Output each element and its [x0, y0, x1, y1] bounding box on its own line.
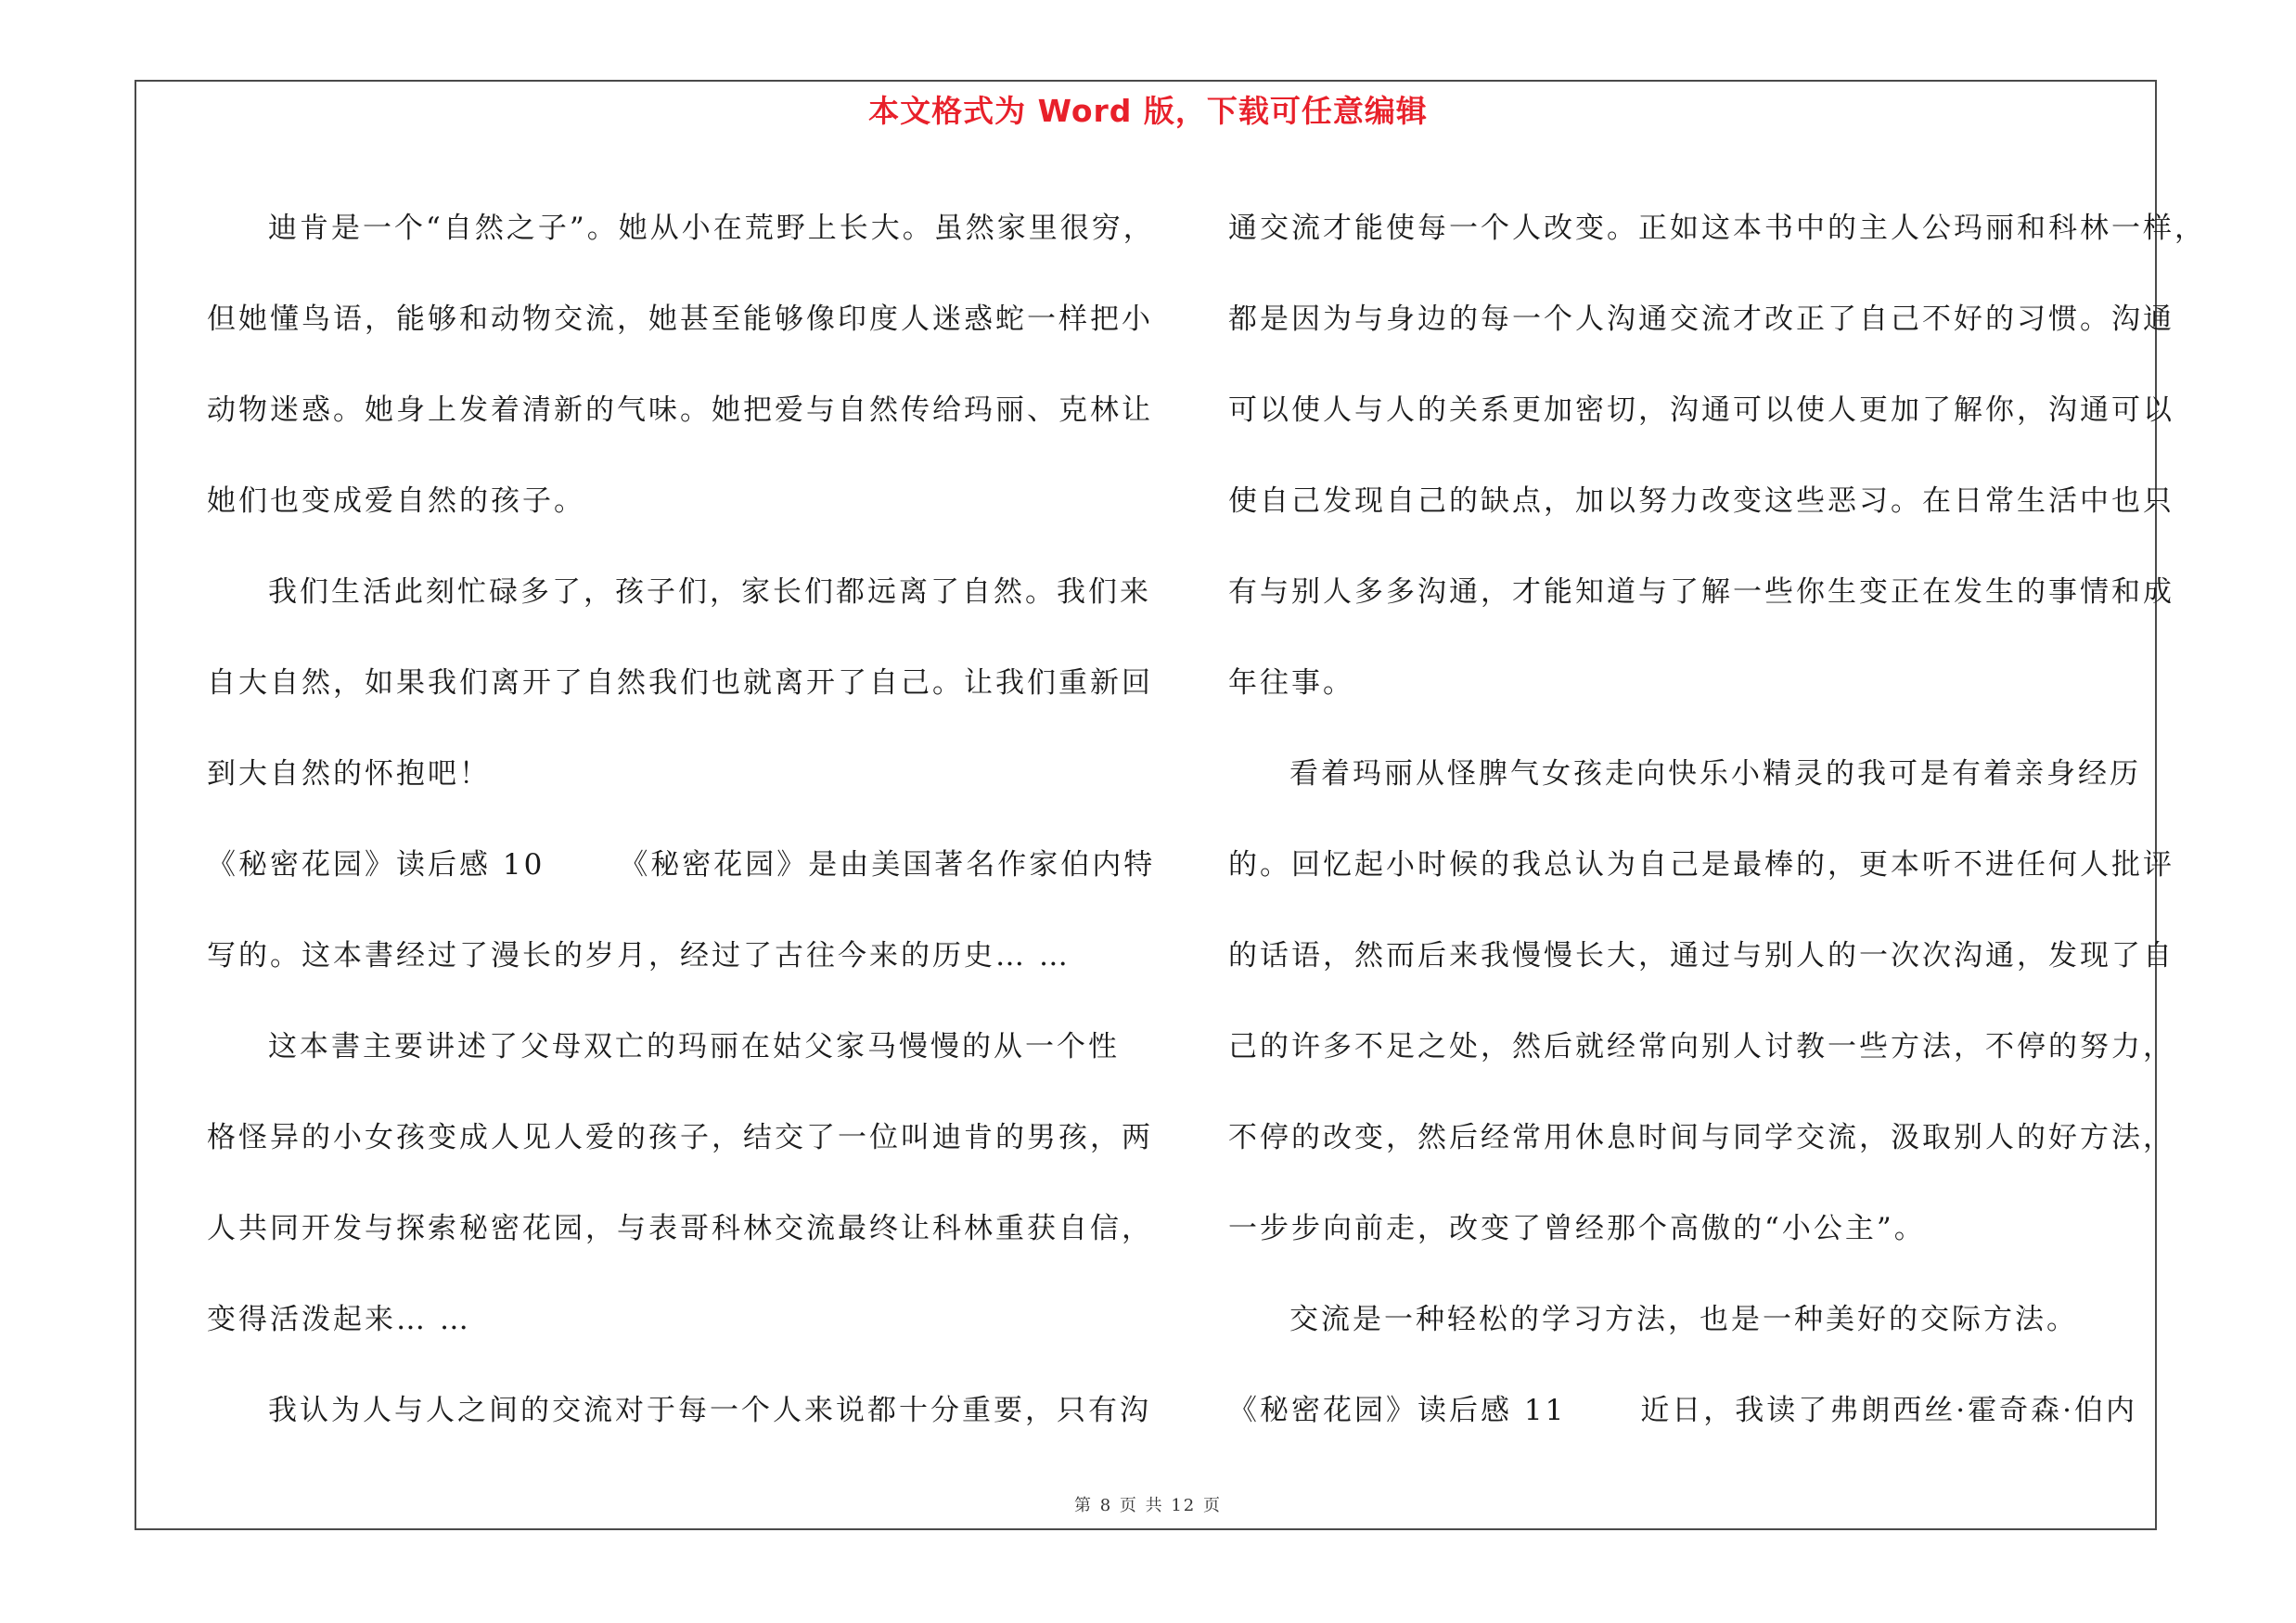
text-line: 看着玛丽从怪脾气女孩走向快乐小精灵的我可是有着亲身经历: [1289, 757, 2141, 791]
text-line: 都是因为与身边的每一个人沟通交流才改正了自己不好的习惯。沟通: [1228, 303, 2174, 336]
text-line: 人共同开发与探索秘密花园，与表哥科林交流最终让科林重获自信，: [207, 1212, 1153, 1245]
text-line: 我认为人与人之间的交流对于每一个人来说都十分重要，只有沟: [268, 1394, 1151, 1427]
text-line: 一步步向前走，改变了曾经那个高傲的“小公主”。: [1228, 1212, 1926, 1245]
text-line: 变得活泼起来… …: [207, 1303, 471, 1336]
text-line: 通交流才能使每一个人改变。正如这本书中的主人公玛丽和科林一样，: [1228, 212, 2206, 245]
left-column: [207, 183, 1156, 1456]
section-title: 《秘密花园》读后感 11: [1228, 1394, 1567, 1427]
paragraph: [1228, 183, 2206, 1456]
text-line: 迪肯是一个“自然之子”。她从小在荒野上长大。虽然家里很穷，: [268, 212, 1155, 245]
text-line: 交流是一种轻松的学习方法，也是一种美好的交际方法。: [1289, 1303, 2078, 1336]
text-line: 这本書主要讲述了父母双亡的玛丽在姑父家马慢慢的从一个性: [268, 1030, 1120, 1063]
section-intro: 近日，我读了弗朗西丝·霍奇森·伯内: [1640, 1394, 2138, 1427]
text-line: 格怪异的小女孩变成人见人爱的孩子，结交了一位叫迪肯的男孩，两: [207, 1121, 1153, 1154]
text-line: 自大自然，如果我们离开了自然我们也就离开了自己。让我们重新回: [207, 666, 1153, 700]
section-title: 《秘密花园》读后感 10: [207, 848, 545, 882]
text-line: 我们生活此刻忙碌多了，孩子们，家长们都远离了自然。我们来: [268, 575, 1151, 609]
text-line: 年往事。: [1228, 666, 1354, 700]
text-line: 有与别人多多沟通，才能知道与了解一些你生变正在发生的事情和成: [1228, 575, 2174, 609]
text-line: 己的许多不足之处，然后就经常向别人讨教一些方法，不停的努力，: [1228, 1030, 2174, 1063]
section-intro: 《秘密花园》是由美国著名作家伯内特: [619, 848, 1156, 882]
paragraph: [207, 183, 1156, 1456]
text-line: 动物迷惑。她身上发着清新的气味。她把爱与自然传给玛丽、克林让: [207, 393, 1153, 427]
text-line: 不停的改变，然后经常用休息时间与同学交流，汲取别人的好方法，: [1228, 1121, 2174, 1154]
format-banner: 本文格式为 Word 版，下载可任意编辑: [868, 93, 1428, 129]
text-line: 但她懂鸟语，能够和动物交流，她甚至能够像印度人迷惑蛇一样把小: [207, 303, 1153, 336]
text-line: 的话语，然而后来我慢慢长大，通过与别人的一次次沟通，发现了自: [1228, 939, 2174, 973]
text-line: 使自己发现自己的缺点，加以努力改变这些恶习。在日常生活中也只: [1228, 484, 2174, 518]
text-line: 可以使人与人的关系更加密切，沟通可以使人更加了解你，沟通可以: [1228, 393, 2174, 427]
text-line: 的。回忆起小时候的我总认为自己是最棒的，更本听不进任何人批评: [1228, 848, 2174, 882]
text-line-heading: [207, 819, 1156, 910]
text-line-heading: [1228, 1365, 2174, 1456]
text-line: 写的。这本書经过了漫长的岁月，经过了古往今来的历史… …: [207, 939, 1071, 973]
text-line: 她们也变成爱自然的孩子。: [207, 484, 585, 518]
right-column: [1228, 183, 2206, 1456]
page-number: 第 8 页 共 12 页: [1074, 1496, 1222, 1515]
text-line: 到大自然的怀抱吧！: [207, 757, 491, 791]
